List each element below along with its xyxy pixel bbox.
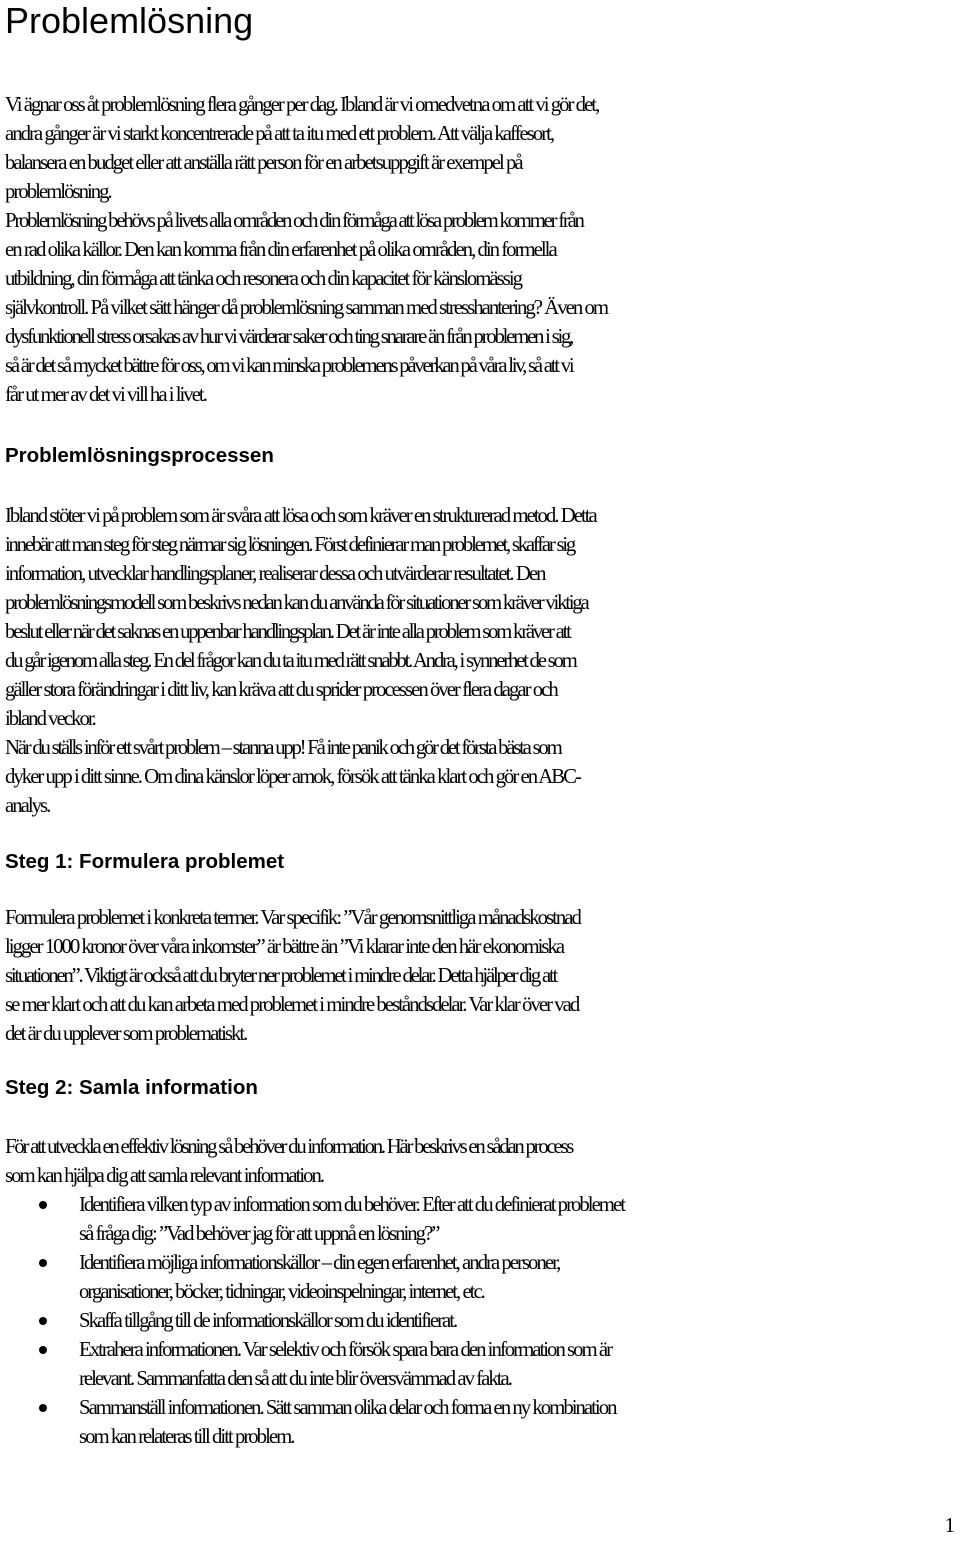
- text-line: Sammanställ informationen. Sätt samman olika delar och forma en ny kombination: [79, 1396, 616, 1419]
- text-line: Skaffa tillgång till de informationskällor som du identifierat.: [79, 1309, 457, 1332]
- text-line: dysfunktionell stress orsakas av hur vi värderar saker och ting snarare än från problemen i sig,: [5, 325, 573, 348]
- text-line: se mer klart och att du kan arbeta med problemet i mindre beståndsdelar. Var klar över vad: [5, 993, 579, 1016]
- text-line: det är du upplever som problematiskt.: [5, 1022, 247, 1045]
- bullet-icon: [39, 1346, 47, 1354]
- bullet-icon: [39, 1404, 47, 1412]
- text-line: situationen”. Viktigt är också att du bryter ner problemet i mindre delar. Detta hjälper dig att: [5, 964, 557, 987]
- step1-paragraph: [5, 903, 960, 1048]
- text-line: problemlösningsmodell som beskrivs nedan kan du använda för situationer som kräver viktiga: [5, 591, 588, 614]
- list-item: [0, 1190, 960, 1248]
- intro-paragraph: [5, 90, 960, 409]
- text-line: andra gånger är vi starkt koncentrerade på att ta itu med ett problem. Att välja kaffesort,: [5, 122, 554, 145]
- text-line: som kan hjälpa dig att samla relevant information.: [5, 1164, 324, 1187]
- information-steps-list: [0, 1190, 960, 1451]
- list-item: [0, 1248, 960, 1306]
- text-line: innebär att man steg för steg närmar sig lösningen. Först definierar man problemet, skaffar sig: [5, 533, 574, 556]
- text-line: får ut mer av det vi vill ha i livet.: [5, 383, 206, 406]
- text-line: Identifiera vilken typ av information som du behöver. Efter att du definierat problemet: [79, 1193, 624, 1216]
- list-item: [0, 1393, 960, 1451]
- text-line: som kan relateras till ditt problem.: [79, 1425, 294, 1448]
- text-line: Vi ägnar oss åt problemlösning flera gånger per dag. Ibland är vi omedvetna om att vi gör det,: [5, 93, 599, 116]
- text-line: en rad olika källor. Den kan komma från din erfarenhet på olika områden, din formella: [5, 238, 556, 261]
- bullet-icon: [39, 1201, 47, 1209]
- bullet-icon: [39, 1317, 47, 1325]
- text-line: Problemlösning behövs på livets alla områden och din förmåga att lösa problem kommer från: [5, 209, 583, 232]
- process-paragraph: [5, 501, 960, 820]
- text-line: utbildning, din förmåga att tänka och resonera och din kapacitet för känslomässig: [5, 267, 522, 290]
- text-line: du går igenom alla steg. En del frågor kan du ta itu med rätt snabbt. Andra, i synnerhet de som: [5, 649, 576, 672]
- text-line: Extrahera informationen. Var selektiv och försök spara bara den information som är: [79, 1338, 612, 1361]
- text-line: beslut eller när det saknas en uppenbar handlingsplan. Det är inte alla problem som kräver att: [5, 620, 570, 643]
- text-line: problemlösning.: [5, 180, 111, 203]
- text-line: organisationer, böcker, tidningar, videoinspelningar, internet, etc.: [79, 1280, 484, 1303]
- text-line: ibland veckor.: [5, 707, 95, 730]
- text-line: Ibland stöter vi på problem som är svåra att lösa och som kräver en strukturerad metod. Detta: [5, 504, 596, 527]
- text-line: Identifiera möjliga informationskällor – din egen erfarenhet, andra personer,: [79, 1251, 560, 1274]
- section-heading-step1: Steg 1: Formulera problemet: [5, 850, 285, 873]
- page-number: 1: [944, 1514, 955, 1537]
- text-line: ligger 1000 kronor över våra inkomster” är bättre än ”Vi klarar inte den här ekonomiska: [5, 935, 564, 958]
- text-line: så fråga dig: ”Vad behöver jag för att uppnå en lösning?”: [79, 1222, 439, 1245]
- text-line: relevant. Sammanfatta den så att du inte blir översvämmad av fakta.: [79, 1367, 511, 1390]
- text-line: självkontroll. På vilket sätt hänger då problemlösning samman med stresshantering? Även om: [5, 296, 608, 319]
- step2-paragraph: [5, 1132, 960, 1190]
- text-line: Formulera problemet i konkreta termer. Var specifik: ”Vår genomsnittliga månadskostnad: [5, 906, 580, 929]
- text-line: När du ställs inför ett svårt problem – stanna upp! Få inte panik och gör det första bästa som: [5, 736, 561, 759]
- list-item: [0, 1335, 960, 1393]
- text-line: information, utvecklar handlingsplaner, realiserar dessa och utvärderar resultatet. Den: [5, 562, 545, 585]
- page-title: Problemlösning: [5, 0, 254, 41]
- text-line: dyker upp i ditt sinne. Om dina känslor löper amok, försök att tänka klart och gör en ABC-: [5, 765, 580, 788]
- text-line: analys.: [5, 794, 50, 817]
- text-line: För att utveckla en effektiv lösning så behöver du information. Här beskrivs en sådan process: [5, 1135, 573, 1158]
- bullet-icon: [39, 1259, 47, 1267]
- text-line: gäller stora förändringar i ditt liv, kan kräva att du sprider processen över flera dagar och: [5, 678, 557, 701]
- section-heading-step2: Steg 2: Samla information: [5, 1076, 258, 1099]
- list-item: [0, 1306, 960, 1335]
- text-line: balansera en budget eller att anställa rätt person för en arbetsuppgift är exempel på: [5, 151, 522, 174]
- section-heading-process: Problemlösningsprocessen: [5, 444, 274, 467]
- text-line: så är det så mycket bättre för oss, om vi kan minska problemens påverkan på våra liv, så att vi: [5, 354, 573, 377]
